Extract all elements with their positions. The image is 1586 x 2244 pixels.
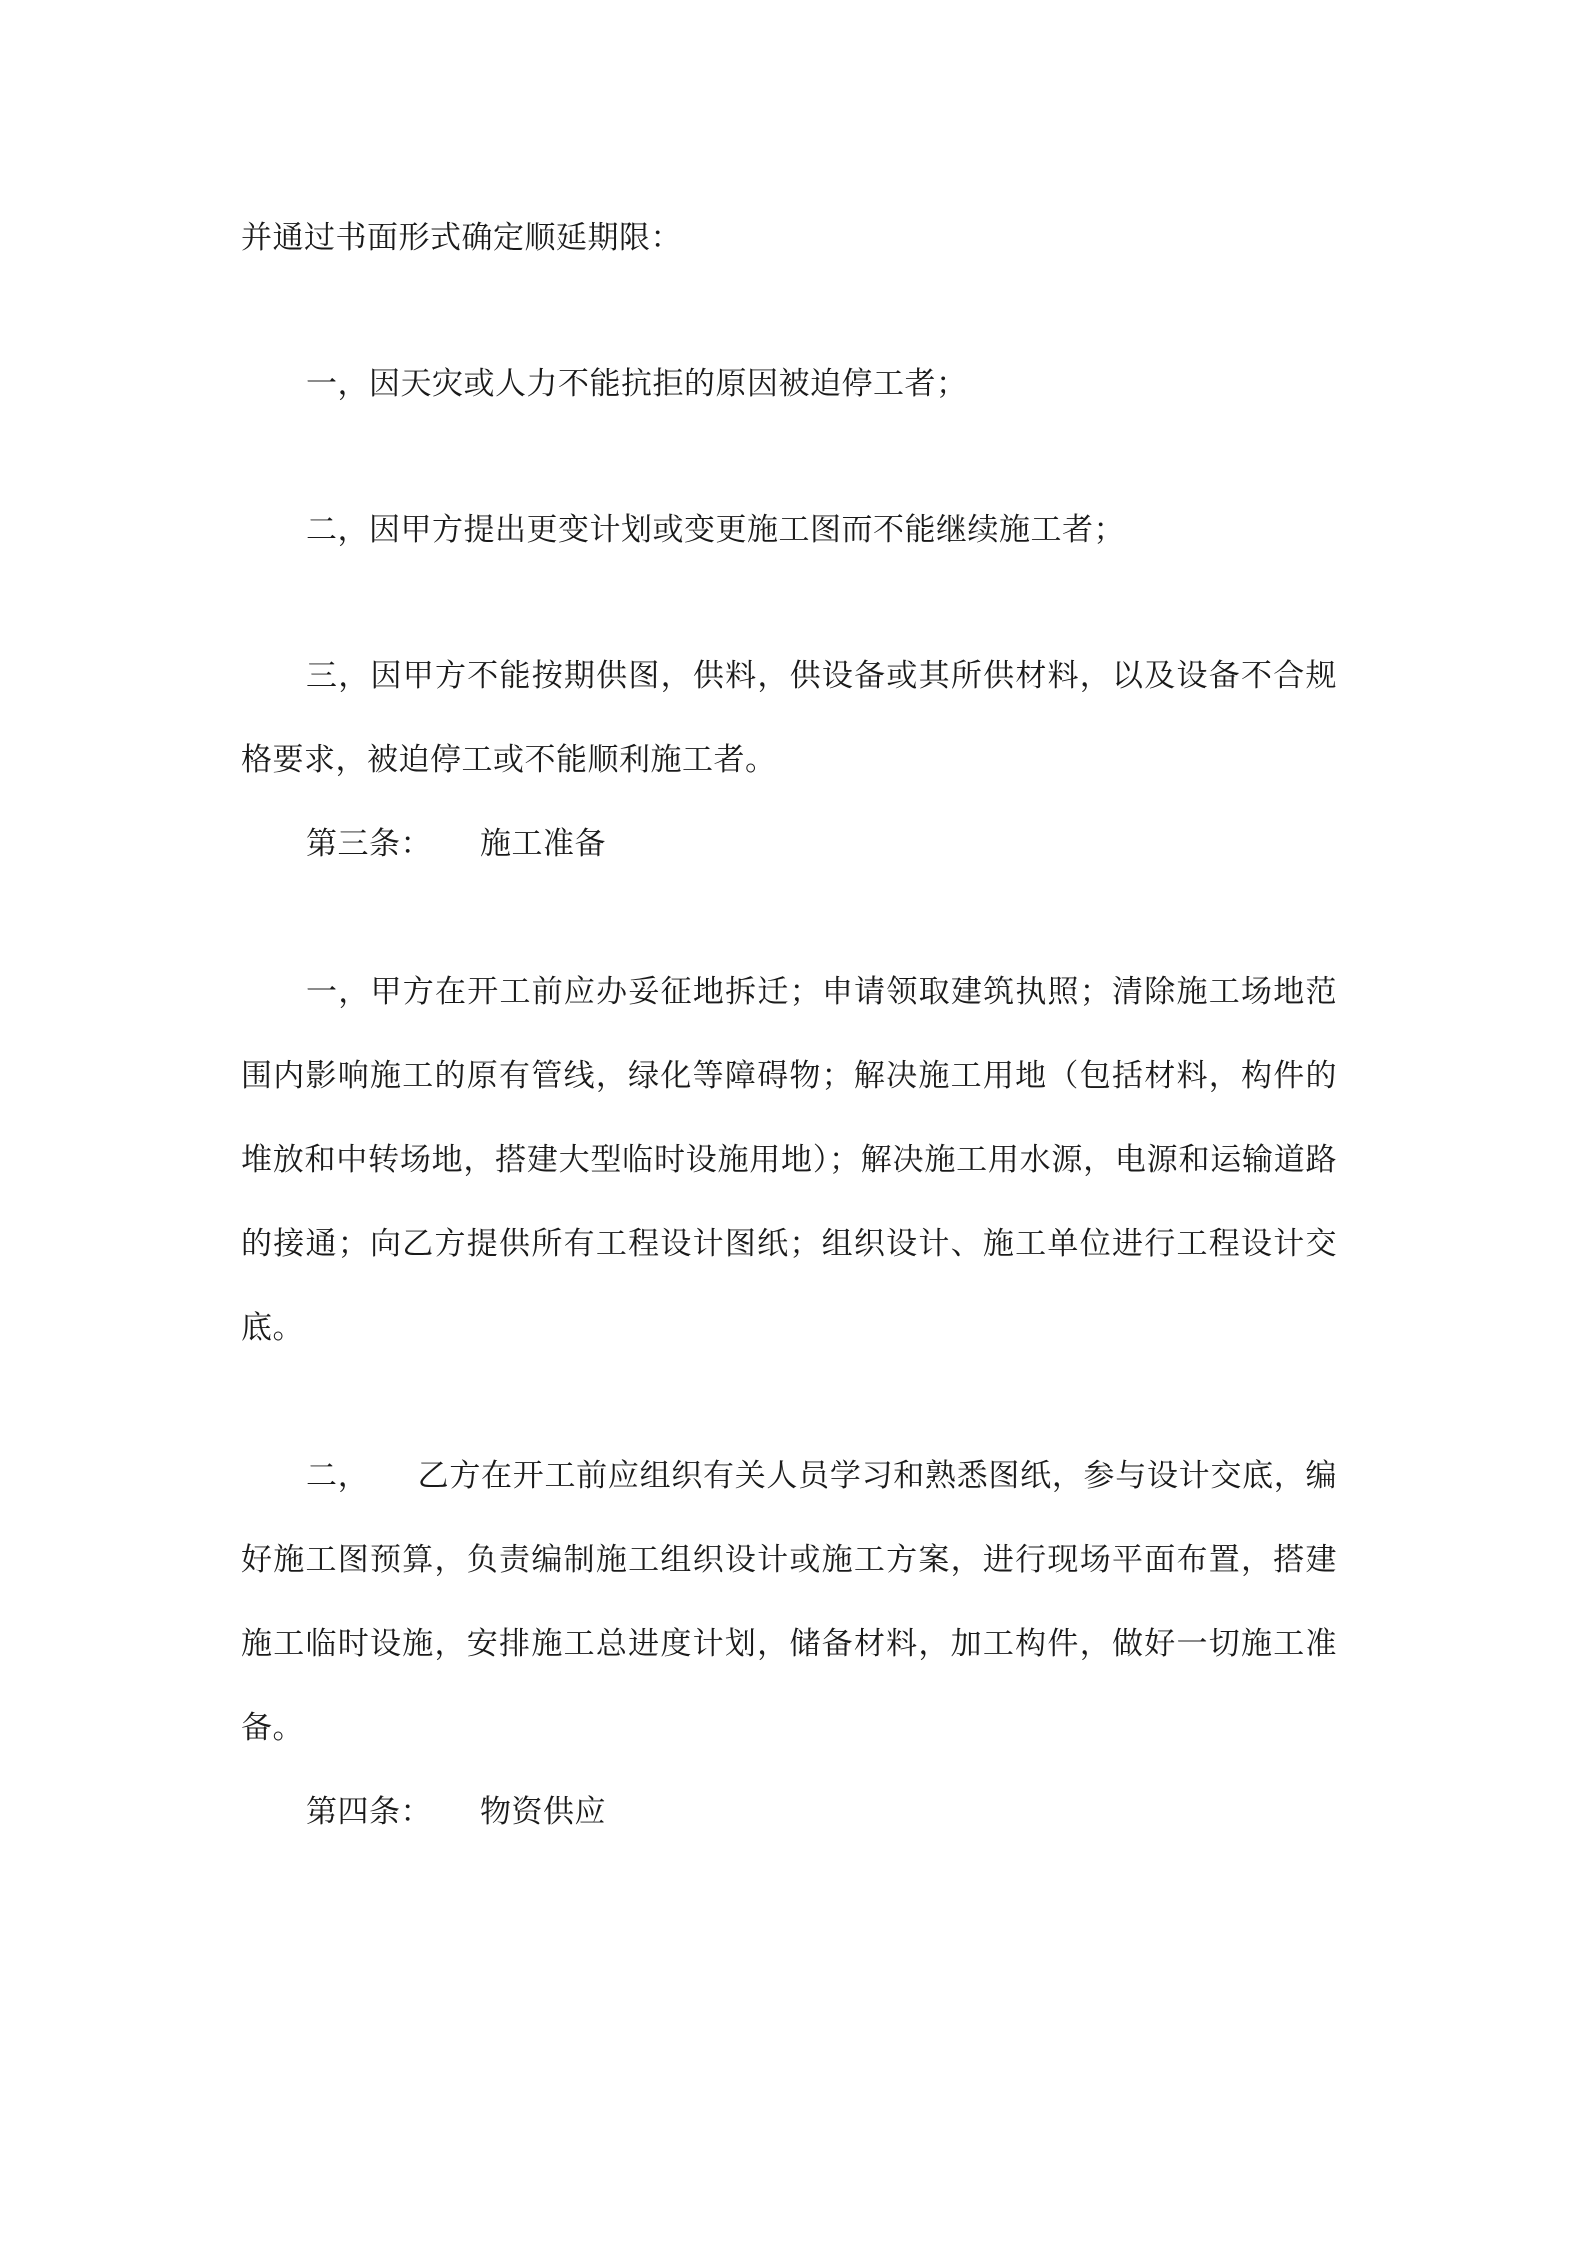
article-3-number: 第三条： (306, 826, 432, 862)
article-4-number: 第四条： (306, 1794, 432, 1830)
clause-item-3: 三，因甲方不能按期供图，供料，供设备或其所供材料，以及设备不合规格要求，被迫停工或不能顺利施工者。 (241, 658, 1337, 778)
article-3-item-2 (241, 1434, 1337, 1770)
article-3-heading (241, 802, 1337, 886)
article-4-title: 物资供应 (480, 1794, 606, 1830)
article-4-heading (241, 1770, 1337, 1854)
document-body (241, 196, 1337, 1854)
clause-item-1: 一，因天灾或人力不能抗拒的原因被迫停工者； (306, 366, 968, 402)
paragraph-intro: 并通过书面形式确定顺延期限： (241, 220, 682, 256)
article-3-item-2-body: 乙方在开工前应组织有关人员学习和熟悉图纸，参与设计交底，编好施工图预算，负责编制施工组织设计或施工方案，进行现场平面布置，搭建施工临时设施，安排施工总进度计划，储备材料，加工构件，做好一切施工准备。 (241, 1458, 1337, 1746)
article-3-item-2-number: 二， (306, 1458, 370, 1494)
article-3-title: 施工准备 (480, 826, 606, 862)
article-3-item-1: 一，甲方在开工前应办妥征地拆迁；申请领取建筑执照；清除施工场地范围内影响施工的原有管线，绿化等障碍物；解决施工用地（包括材料，构件的堆放和中转场地，搭建大型临时设施用地）；解决施工用水源，电源和运输道路的接通；向乙方提供所有工程设计图纸；组织设计、施工单位进行工程设计交底。 (241, 974, 1337, 1346)
clause-item-2: 二，因甲方提出更变计划或变更施工图而不能继续施工者； (306, 512, 1125, 548)
